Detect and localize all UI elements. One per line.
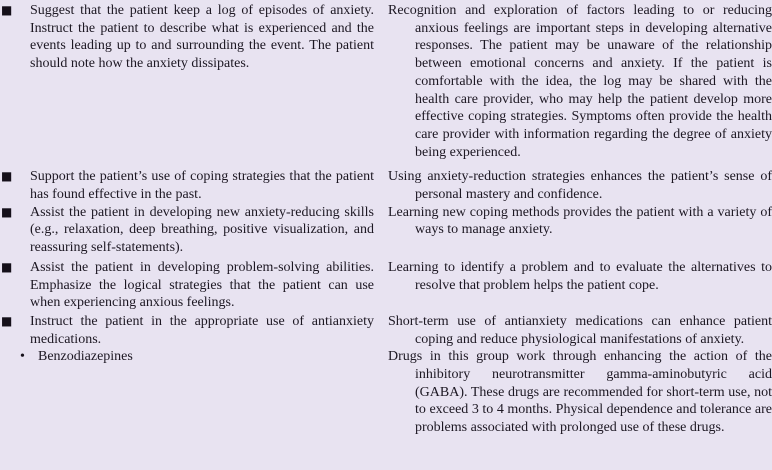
rationale-text: Recognition and exploration of factors leading to or reducing anxious feelings are important steps in developing alternative responses. The patient may be unaware of the relationship between emotional concerns and anxiety. If the patient is comfortable with the idea, the log may be shared with the health care provider, who may help the patient develop more effective coping strategies. Symptoms often provide the health care provider with information regarding the degree of anxiety being experienced.	[388, 3, 772, 160]
table-row	[0, 313, 772, 348]
rationale-cell	[388, 348, 772, 437]
table-row	[0, 204, 772, 257]
intervention-cell	[0, 313, 374, 348]
rationale-text: Drugs in this group work through enhancing the action of the inhibitory neurotransmitter gamma-aminobutyric acid (GABA). These drugs are recommended for short-term use, not to exceed 3 to 4 months. Physical dependence and tolerance are problems associated with prolonged use of these drugs.	[388, 349, 772, 436]
square-bullet-icon: ■	[1, 169, 13, 184]
rationale-cell	[388, 313, 772, 348]
intervention-cell	[0, 259, 374, 312]
table-row	[0, 259, 772, 312]
interventions-rationales-table	[0, 2, 772, 437]
square-bullet-icon: ■	[1, 204, 13, 219]
square-bullet-icon: ■	[1, 313, 13, 328]
intervention-text: Support the patient’s use of coping strategies that the patient has found effective in the past.	[30, 169, 374, 203]
square-bullet-icon: ■	[1, 3, 13, 17]
intervention-text: Assist the patient in developing problem-solving abilities. Emphasize the logical strategies that the patient can use when experiencing anxious feelings.	[30, 259, 374, 311]
intervention-text: Assist the patient in developing new anxiety-reducing skills (e.g., relaxation, deep breathing, positive visualization, and reassuring self-statements).	[30, 204, 374, 256]
rationale-text: Learning new coping methods provides the patient with a variety of ways to manage anxiety.	[388, 204, 772, 238]
rationale-text: Short-term use of antianxiety medications can enhance patient coping and reduce physiological manifestations of anxiety.	[388, 313, 772, 347]
intervention-text: Instruct the patient in the appropriate use of antianxiety medications.	[30, 313, 374, 347]
rationale-cell	[388, 168, 772, 203]
square-bullet-icon: ■	[1, 259, 13, 274]
rationale-text: Using anxiety-reduction strategies enhances the patient’s sense of personal mastery and confidence.	[388, 169, 772, 203]
intervention-cell	[0, 168, 374, 203]
table-row	[0, 168, 772, 203]
intervention-text: Suggest that the patient keep a log of episodes of anxiety. Instruct the patient to describe what is experienced and the events leading up to and surrounding the event. The patient should note how the anxiety dissipates.	[30, 3, 374, 72]
rationale-cell	[388, 204, 772, 239]
intervention-text: Benzodiazepines	[38, 349, 133, 365]
table-row	[0, 2, 772, 161]
rationale-cell	[388, 259, 772, 294]
intervention-cell	[0, 204, 374, 257]
dot-bullet-icon: •	[20, 349, 25, 365]
rationale-text: Learning to identify a problem and to evaluate the alternatives to resolve that problem helps the patient cope.	[388, 259, 772, 293]
intervention-cell	[0, 2, 374, 73]
table-row	[0, 348, 772, 437]
intervention-cell	[0, 348, 374, 366]
rationale-cell	[388, 2, 772, 161]
